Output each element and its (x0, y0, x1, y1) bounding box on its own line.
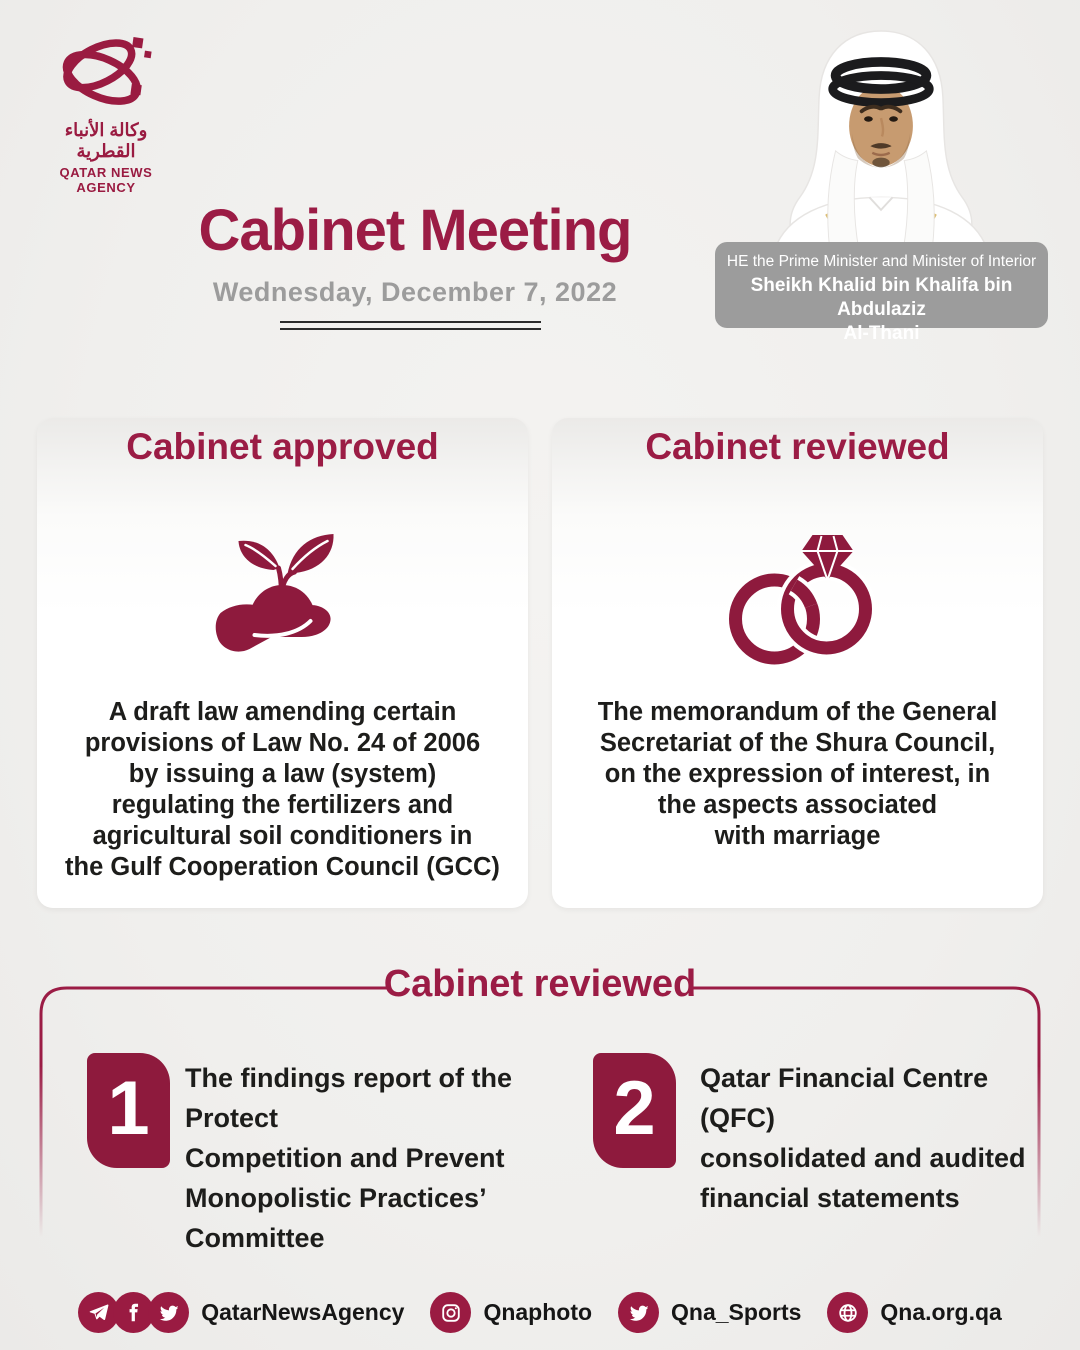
footer-group-website (827, 1292, 1001, 1333)
footer-handle: Qnaphoto (483, 1299, 593, 1325)
page-title: Cabinet Meeting (198, 198, 632, 263)
item-line: The findings report of the Protect (185, 1063, 512, 1133)
logo-arabic-text: وكالة الأنباء القطرية (64, 120, 148, 161)
official-name-line2: Al-Thani (843, 323, 920, 344)
body-line: on the expression of interest, in (604, 760, 991, 788)
qna-orbits-icon (51, 26, 161, 118)
body-line: the Gulf Cooperation Council (GCC) (65, 853, 500, 881)
official-role: HE the Prime Minister and Minister of Interior (726, 253, 1037, 270)
body-line: with marriage (714, 822, 881, 850)
official-portrait-block (715, 16, 1048, 344)
globe-icon (827, 1292, 868, 1333)
item-line: financial statements (700, 1183, 960, 1213)
portrait-caption (715, 242, 1048, 344)
review-item-1-text (185, 1058, 575, 1258)
review-item-number-1: 1 (87, 1053, 170, 1168)
body-line: agricultural soil conditioners in (92, 822, 473, 850)
item-line: Competition and Prevent (185, 1143, 505, 1173)
prime-minister-photo (736, 16, 1026, 251)
item-line: Qatar Financial Centre (QFC) (700, 1063, 989, 1133)
body-line: regulating the fertilizers and (111, 791, 454, 819)
item-line: Monopolistic Practices’ Committee (185, 1183, 486, 1253)
official-name-line1: Sheikh Khalid bin Khalifa bin Abdulaziz (750, 275, 1013, 320)
card-cabinet-approved (37, 418, 528, 908)
item-line: consolidated and audited (700, 1143, 1026, 1173)
body-line: The memorandum of the General (597, 698, 998, 726)
instagram-icon (430, 1292, 471, 1333)
wedding-rings-icon (710, 523, 885, 673)
body-line: the aspects associated (657, 791, 938, 819)
qna-logo (34, 26, 178, 195)
twitter-icon (618, 1292, 659, 1333)
body-line: A draft law amending certain (108, 698, 457, 726)
card-body-text (37, 697, 528, 883)
footer-group-instagram (430, 1292, 592, 1333)
review-section-heading: Cabinet reviewed (383, 963, 697, 1005)
card-body-text (552, 697, 1043, 852)
card-cabinet-reviewed (552, 418, 1043, 908)
meeting-date: Wednesday, December 7, 2022 (212, 277, 618, 307)
body-line: Secretariat of the Shura Council, (599, 729, 996, 757)
footer-group-twitter (618, 1292, 801, 1333)
body-line: by issuing a law (system) (128, 760, 437, 788)
footer-handle: QatarNewsAgency (201, 1299, 405, 1325)
social-footer (0, 1292, 1080, 1333)
review-item-number-2: 2 (593, 1053, 676, 1168)
hand-plant-icon (195, 523, 370, 673)
date-underline (280, 321, 541, 330)
footer-handle: Qna.org.qa (880, 1299, 1002, 1325)
footer-handle: Qna_Sports (671, 1299, 802, 1325)
card-heading: Cabinet approved (126, 426, 439, 467)
review-item-2-text (700, 1058, 1040, 1218)
logo-english-text: QATAR NEWS AGENCY (59, 165, 153, 195)
body-line: provisions of Law No. 24 of 2006 (84, 729, 481, 757)
card-heading: Cabinet reviewed (645, 426, 950, 467)
footer-group-main (78, 1292, 404, 1333)
twitter-icon (148, 1292, 189, 1333)
